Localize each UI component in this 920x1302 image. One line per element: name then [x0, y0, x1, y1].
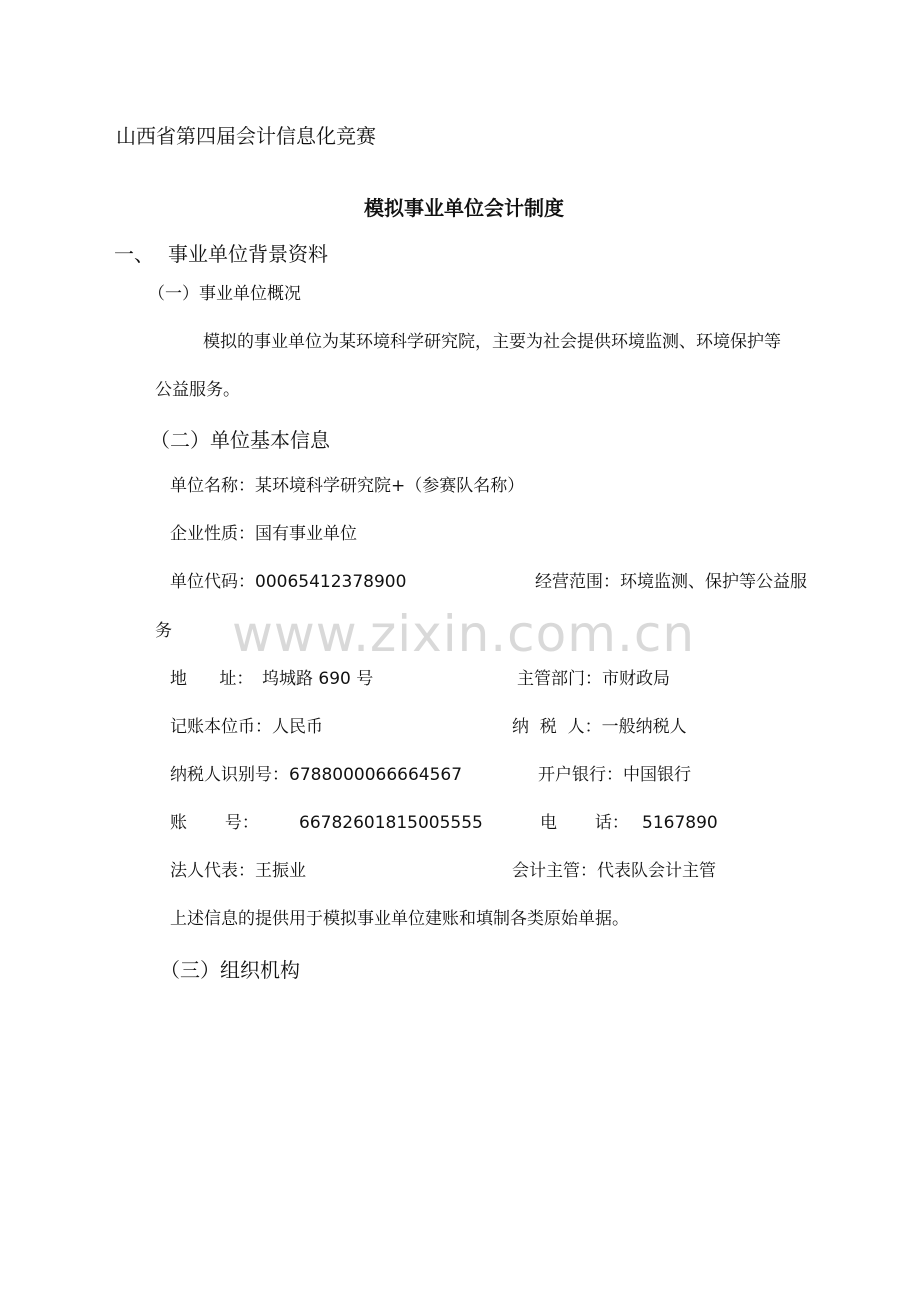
- document-title: 模拟事业单位会计制度: [364, 196, 564, 220]
- taxpayer-type: 纳 税 人：一般纳税人: [512, 717, 687, 737]
- account-label: 账 号：: [170, 813, 259, 833]
- opening-bank: 开户银行：中国银行: [538, 765, 691, 785]
- business-scope-line-2: 务: [155, 621, 172, 641]
- phone-label: 电 话：: [540, 813, 629, 833]
- watermark: www.zixin.com.cn: [232, 605, 696, 663]
- overview-paragraph-line-1: 模拟的事业单位为某环境科学研究院，主要为社会提供环境监测、环境保护等: [203, 332, 781, 352]
- section-1-number: 一、: [114, 242, 154, 266]
- info-note: 上述信息的提供用于模拟事业单位建账和填制各类原始单据。: [170, 909, 629, 929]
- section-1-heading: 事业单位背景资料: [168, 242, 328, 266]
- subsection-1-heading: （一）事业单位概况: [148, 284, 301, 304]
- address-label: 地 址：: [170, 669, 254, 689]
- subsection-2-heading: （二）单位基本信息: [150, 428, 330, 452]
- taxpayer-id: 纳税人识别号：6788000066664567: [170, 765, 463, 785]
- subsection-3-heading: （三）组织机构: [160, 958, 300, 982]
- unit-name: 单位名称：某环境科学研究院+（参赛队名称）: [170, 476, 525, 496]
- address-value: 坞城路 690 号: [262, 669, 374, 689]
- business-scope-line-1: 经营范围：环境监测、保护等公益服: [535, 572, 807, 592]
- legal-representative: 法人代表：王振业: [170, 861, 306, 881]
- enterprise-nature: 企业性质：国有事业单位: [170, 524, 357, 544]
- overview-paragraph-line-2: 公益服务。: [155, 380, 240, 400]
- account-value: 66782601815005555: [299, 813, 483, 833]
- bookkeeping-currency: 记账本位币：人民币: [170, 717, 323, 737]
- unit-code: 单位代码：00065412378900: [170, 572, 407, 592]
- competition-header: 山西省第四届会计信息化竞赛: [116, 124, 376, 148]
- phone-value: 5167890: [642, 813, 718, 833]
- accounting-head: 会计主管：代表队会计主管: [512, 861, 716, 881]
- supervising-dept: 主管部门：市财政局: [517, 669, 670, 689]
